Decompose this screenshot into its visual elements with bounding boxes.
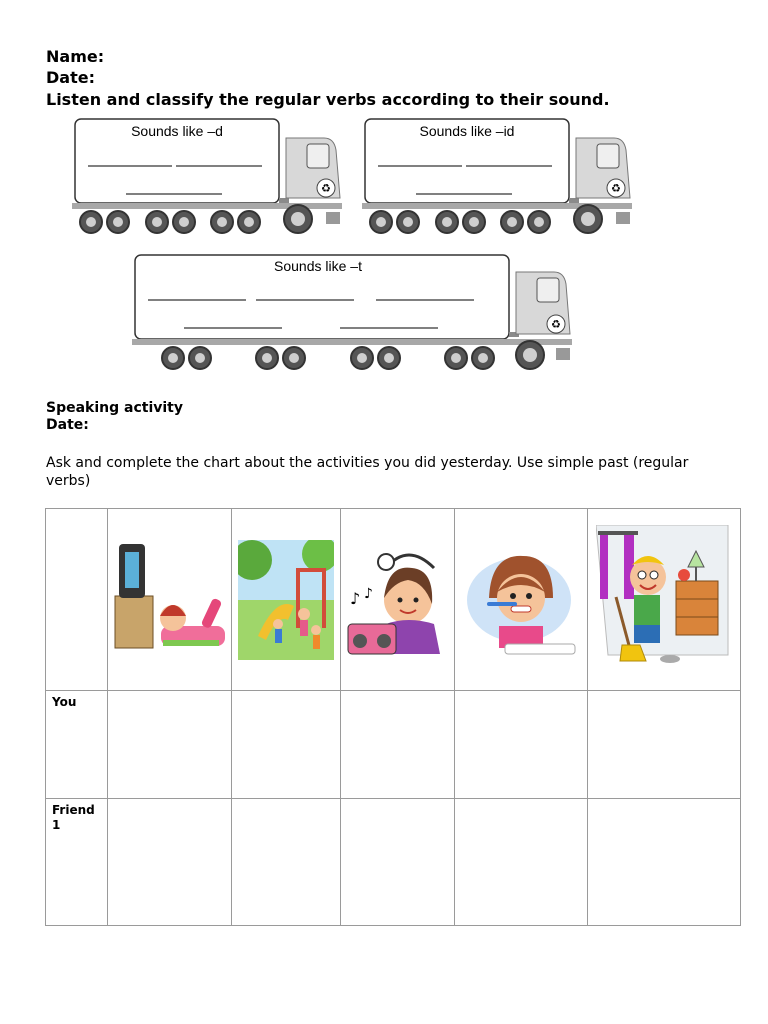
table-row — [46, 691, 741, 799]
table-cell[interactable] — [455, 799, 588, 926]
row-label-friend: Friend 1 — [52, 803, 95, 832]
table-cell[interactable] — [108, 799, 232, 926]
speaking-date-label: Date: — [46, 417, 89, 433]
truck-t-icon — [132, 252, 577, 377]
svg-text:♪: ♪ — [363, 585, 373, 602]
table-cell — [46, 691, 108, 799]
truck-d-icon — [72, 116, 347, 241]
table-cell[interactable] — [232, 799, 341, 926]
table-cell — [46, 509, 108, 691]
speaking-title: Speaking activity — [46, 400, 183, 416]
table-cell — [232, 509, 341, 691]
date-label: Date: — [46, 68, 95, 87]
svg-text:♻: ♻ — [551, 318, 561, 331]
teeth-brushing-icon — [465, 540, 577, 660]
truck-t-label: Sounds like –t — [274, 258, 362, 274]
table-cell[interactable] — [455, 691, 588, 799]
table-cell[interactable] — [341, 799, 455, 926]
room-cleaning-icon — [596, 525, 732, 675]
table-cell[interactable] — [232, 691, 341, 799]
truck-sounds-t — [132, 252, 577, 377]
table-row — [46, 799, 741, 926]
table-cell[interactable] — [108, 691, 232, 799]
truck-d-label: Sounds like –d — [131, 123, 223, 139]
table-cell — [46, 799, 108, 926]
truck-sounds-id — [362, 116, 637, 241]
table-cell — [588, 509, 741, 691]
svg-text:♻: ♻ — [611, 182, 621, 195]
svg-text:♻: ♻ — [321, 182, 331, 195]
table-cell[interactable] — [588, 799, 741, 926]
truck-id-label: Sounds like –id — [419, 123, 515, 139]
table-cell — [341, 509, 455, 691]
truck-id-icon — [362, 116, 637, 241]
table-cell[interactable] — [588, 691, 741, 799]
speaking-instructions: Ask and complete the chart about the activities you did yesterday. Use simple past (regular verbs) — [46, 455, 689, 489]
name-label: Name: — [46, 47, 105, 66]
table-cell — [108, 509, 232, 691]
table-row — [46, 509, 741, 691]
table-cell[interactable] — [341, 691, 455, 799]
table-cell — [455, 509, 588, 691]
music-listening-icon — [346, 540, 450, 660]
instruction-heading: Listen and classify the regular verbs according to their sound. — [46, 90, 610, 109]
playground-icon — [238, 540, 334, 660]
truck-sounds-d — [72, 116, 347, 241]
tv-watching-icon — [111, 540, 229, 660]
row-label-you: You — [52, 695, 77, 709]
svg-text:♪: ♪ — [349, 588, 360, 608]
activity-chart — [45, 508, 741, 926]
